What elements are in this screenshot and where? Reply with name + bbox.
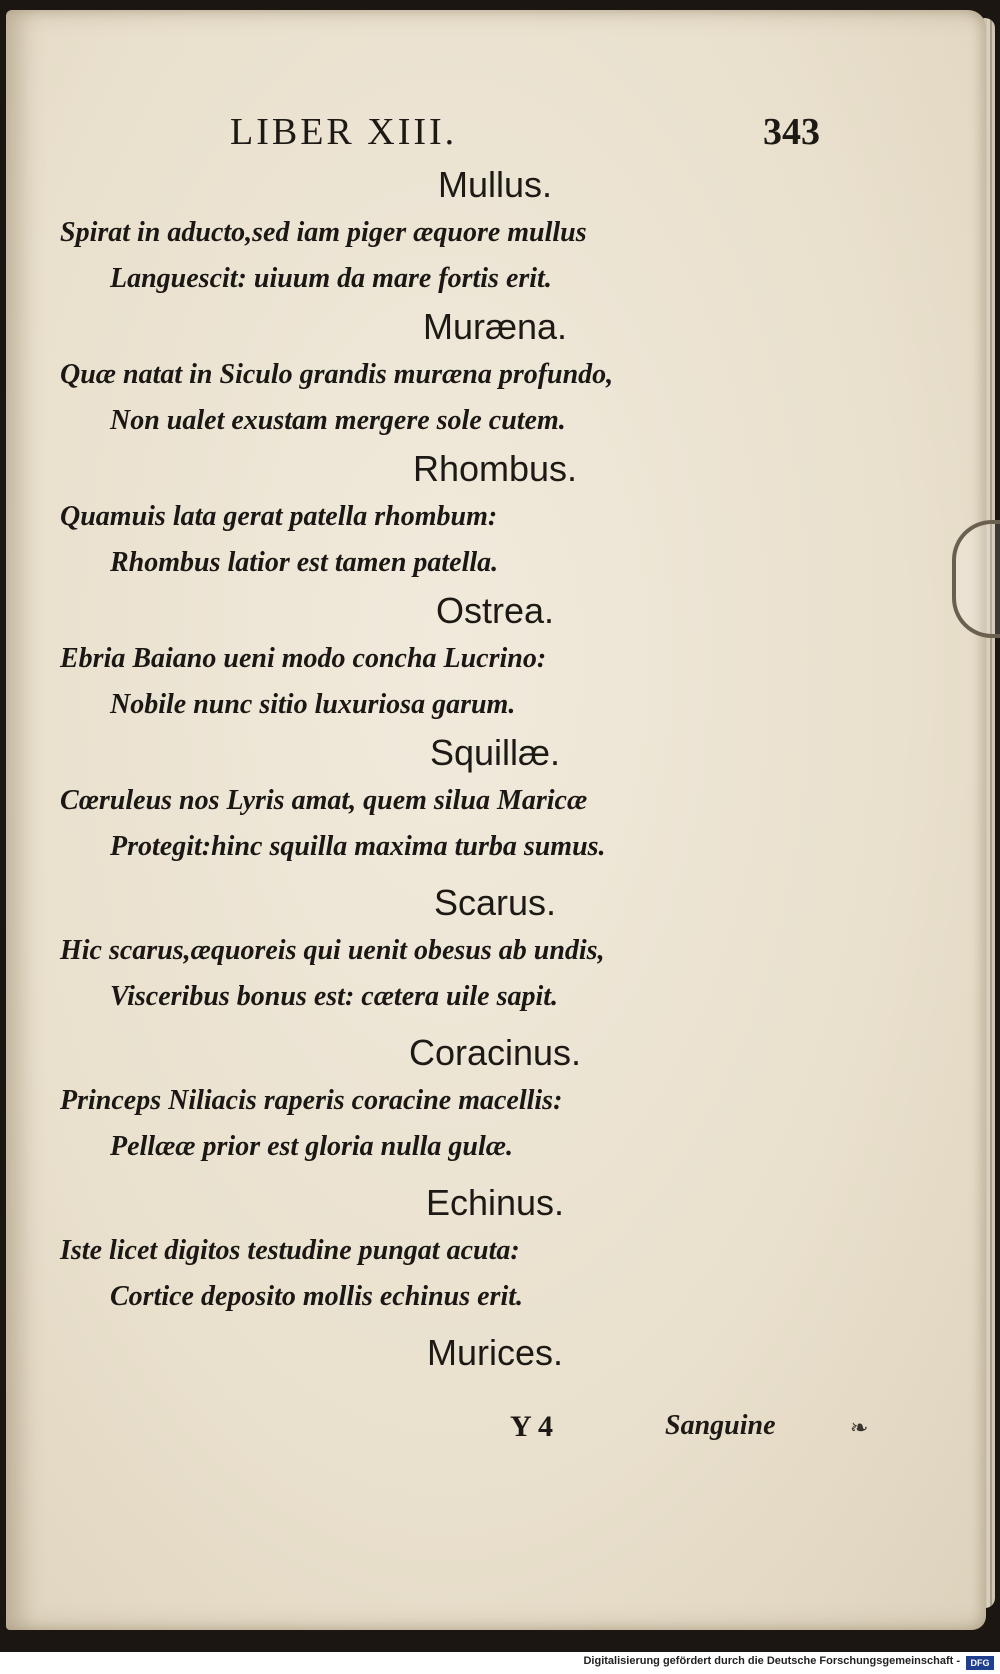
page-footer bbox=[40, 1410, 920, 1460]
epigram-entry bbox=[40, 1028, 920, 1170]
page-clip bbox=[952, 520, 1000, 638]
verse-line: Iste licet digitos testudine pungat acuta: bbox=[60, 1235, 520, 1266]
verse-line: Visceribus bonus est: cætera uile sapit. bbox=[110, 981, 559, 1012]
verse-line: Languescit: uiuum da mare fortis erit. bbox=[110, 263, 552, 294]
epigram-heading: Muræna. bbox=[422, 306, 568, 347]
verse-line: Hic scarus,æquoreis qui uenit obesus ab undis, bbox=[60, 935, 605, 966]
epigram-entry bbox=[40, 444, 920, 586]
epigram-heading: Rhombus. bbox=[412, 448, 578, 489]
epigram-entry bbox=[40, 1178, 920, 1320]
epigram-list bbox=[40, 160, 920, 1378]
epigram-entry bbox=[40, 586, 920, 728]
epigram-entry bbox=[40, 1328, 920, 1378]
epigram-heading: Echinus. bbox=[425, 1182, 565, 1223]
epigram-entry bbox=[40, 302, 920, 444]
epigram-heading: Scarus. bbox=[433, 882, 557, 923]
funding-credit: Digitalisierung gefördert durch die Deutsche Forschungsgemeinschaft - bbox=[583, 1655, 960, 1667]
epigram-heading: Murices. bbox=[426, 1332, 564, 1373]
verse-line: Non ualet exustam mergere sole cutem. bbox=[110, 405, 566, 436]
running-title: LIBER XIII. bbox=[230, 111, 458, 153]
epigram-entry bbox=[40, 160, 920, 302]
verse-line: Protegit:hinc squilla maxima turba sumus. bbox=[110, 831, 606, 862]
verse-line: Ebria Baiano ueni modo concha Lucrino: bbox=[60, 643, 547, 674]
epigram-heading: Coracinus. bbox=[408, 1032, 582, 1073]
verse-line: Cortice deposito mollis echinus erit. bbox=[110, 1281, 524, 1312]
verse-line: Cœruleus nos Lyris amat, quem silua Maricæ bbox=[60, 785, 588, 816]
credit-bar bbox=[0, 1652, 1000, 1674]
verse-line: Spirat in aducto,sed iam piger æquore mullus bbox=[60, 217, 587, 248]
epigram-heading: Mullus. bbox=[437, 164, 553, 205]
verse-line: Rhombus latior est tamen patella. bbox=[110, 547, 499, 578]
epigram-entry bbox=[40, 728, 920, 870]
signature-mark: Y 4 bbox=[510, 1410, 554, 1443]
epigram-heading: Ostrea. bbox=[435, 590, 555, 631]
verse-line: Quæ natat in Siculo grandis muræna profundo, bbox=[60, 359, 614, 390]
verse-line: Quamuis lata gerat patella rhombum: bbox=[60, 501, 498, 532]
epigram-entry bbox=[40, 878, 920, 1020]
verse-line: Nobile nunc sitio luxuriosa garum. bbox=[110, 689, 516, 720]
verse-line: Pellææ prior est gloria nulla gulæ. bbox=[110, 1131, 513, 1162]
catchword: Sanguine bbox=[665, 1410, 776, 1441]
verse-line: Princeps Niliacis raperis coracine macellis: bbox=[60, 1085, 563, 1116]
leaf-ornament-icon: ❧ bbox=[850, 1416, 869, 1441]
running-header bbox=[230, 110, 820, 160]
dfg-logo: DFG bbox=[966, 1656, 994, 1670]
page-number: 343 bbox=[763, 111, 820, 153]
epigram-heading: Squillæ. bbox=[429, 732, 561, 773]
